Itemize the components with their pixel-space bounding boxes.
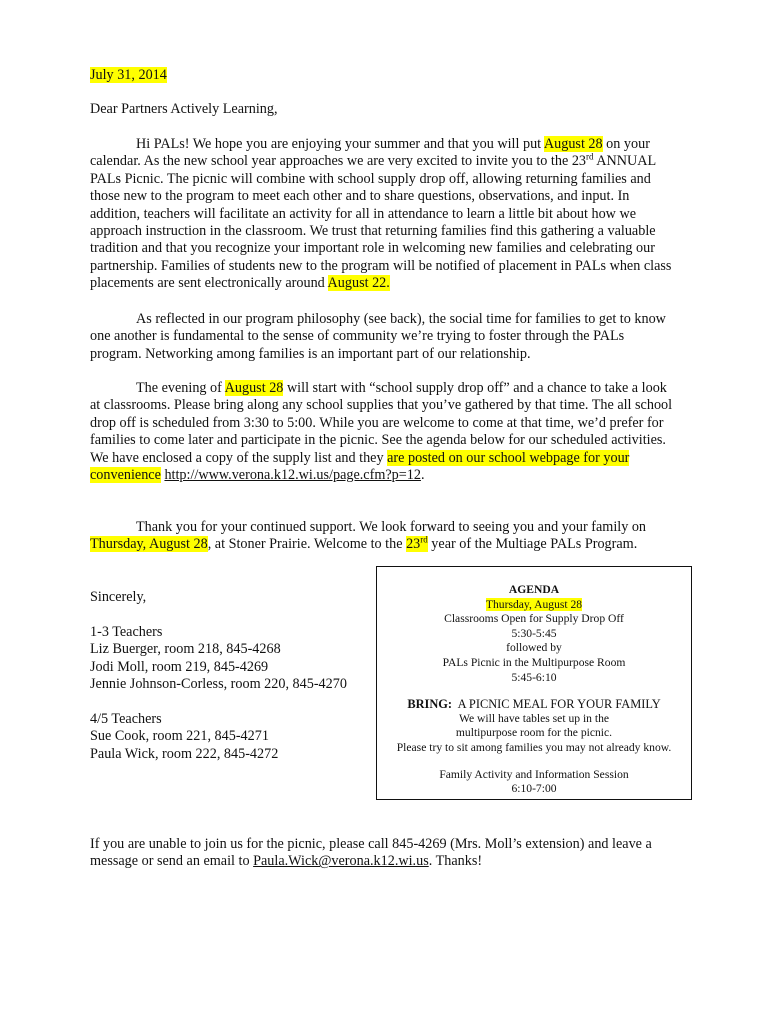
agenda-title: AGENDA (508, 583, 560, 596)
p4-ordinal-number: 23 (406, 536, 421, 553)
teacher-line: Jodi Moll, room 219, 845-4269 (90, 658, 269, 675)
agenda-box (376, 566, 692, 800)
p1-ordinal-suffix: rd (586, 151, 594, 162)
p3-text-b: will start with “school supply drop off” and a chance to take a look at classrooms. Please bring along any school supplies that you’ve gathered by that time. The all school drop off is scheduled from 3:30 to 5:00. While you are welcome to come at that time, we’d prefer for families to come later and participate in the picnic. See the agenda below for our scheduled activities. We have enclosed a copy of the supply list and they (90, 380, 673, 466)
p4-text-b: , at Stoner Prairie. Welcome to the (207, 536, 407, 553)
agenda-note: Please try to sit among families you may not already know. (396, 740, 672, 754)
bring-label: BRING: (407, 697, 453, 712)
teacher-line: Jennie Johnson-Corless, room 220, 845-4270 (90, 676, 347, 693)
p3-text-a: The evening of (136, 380, 225, 396)
teacher-line: Liz Buerger, room 218, 845-4268 (90, 641, 281, 658)
p1-text-b: on your calendar. As the new school year approaches we are very excited to invite you to the (90, 136, 650, 170)
p4-text-a: Thank you for your continued support. We look forward to seeing you and your family on (136, 519, 647, 535)
date-highlight: July 31, 2014 (90, 67, 167, 83)
agenda-item: PALs Picnic in the Multipurpose Room (442, 655, 626, 669)
p3-highlight-webpage: are posted on our school webpage for your convenience (90, 449, 630, 484)
agenda-time: 5:30-5:45 (511, 626, 557, 640)
agenda-item: Classrooms Open for Supply Drop Off (444, 612, 624, 626)
agenda-bring (377, 697, 691, 712)
group-title-4-5: 4/5 Teachers (90, 710, 162, 727)
paragraph-schedule (90, 380, 678, 484)
p1-text-a: Hi PALs! We hope you are enjoying your summer and that you will put (136, 136, 544, 152)
signature-block (90, 589, 347, 763)
p1-ordinal-number: 23 (571, 153, 586, 170)
school-webpage-link[interactable]: http://www.verona.k12.wi.us/page.cfm?p=12 (164, 467, 421, 484)
teacher-line: Paula Wick, room 222, 845-4272 (90, 745, 279, 762)
paragraph-philosophy (90, 311, 678, 363)
salutation: Dear Partners Actively Learning, (90, 101, 278, 117)
email-link[interactable]: Paula.Wick@verona.k12.wi.us (253, 853, 429, 870)
group-title-1-3: 1-3 Teachers (90, 623, 163, 640)
agenda-followed-by: followed by (506, 641, 562, 655)
letter-date (90, 67, 167, 84)
agenda-time: 6:10-7:00 (511, 782, 557, 796)
p3-highlight-date: August 28 (224, 380, 284, 396)
p2-text: As reflected in our program philosophy (see back), the social time for families to get to know one another is fundamental to the sense of community we’re trying to foster through the PALs program. Networking among families is an important part of our relationship. (90, 311, 666, 362)
footer-text-b: . Thanks! (428, 853, 483, 870)
paragraph-contact (90, 836, 678, 871)
p4-highlight-date: Thursday, August 28 (90, 536, 208, 553)
p4-ordinal-suffix: rd (420, 534, 428, 545)
p3-text-d: . (420, 467, 425, 484)
p4-text-c: year of the Multiage PALs Program. (427, 536, 638, 553)
teacher-line: Sue Cook, room 221, 845-4271 (90, 728, 269, 745)
agenda-note: multipurpose room for the picnic. (455, 726, 613, 740)
agenda-time: 5:45-6:10 (511, 670, 557, 684)
p1-highlight-date: August 28 (543, 136, 603, 152)
p1-highlight-date-2: August 22. (327, 275, 390, 292)
paragraph-thanks (90, 519, 678, 554)
bring-text: A PICNIC MEAL FOR YOUR FAMILY (452, 697, 661, 712)
agenda-note: We will have tables set up in the (458, 711, 610, 725)
agenda-item: Family Activity and Information Session (439, 767, 629, 781)
p1-text-c: ANNUAL PALs Picnic. The picnic will combine with school supply drop off, allowing returning families and those new to the program to meet each other and to share questions, observations, and input. In addition, teachers will facilitate an activity for all in attendance to learn a little bit about how we approach instruction in the classroom. We trust that returning families find this gathering a valuable tradition and that you recognize your important role in welcoming new families and celebrating our partnership. Families of students new to the program will be notified of placement in PALs when class placements are sent electronically around (90, 153, 672, 292)
closing: Sincerely, (90, 589, 147, 605)
paragraph-invitation (90, 136, 678, 293)
footer-text-a: If you are unable to join us for the picnic, please call 845-4269 (Mrs. Moll’s extension) and leave a message or send an email to (90, 836, 652, 870)
agenda-date: Thursday, August 28 (485, 597, 583, 611)
